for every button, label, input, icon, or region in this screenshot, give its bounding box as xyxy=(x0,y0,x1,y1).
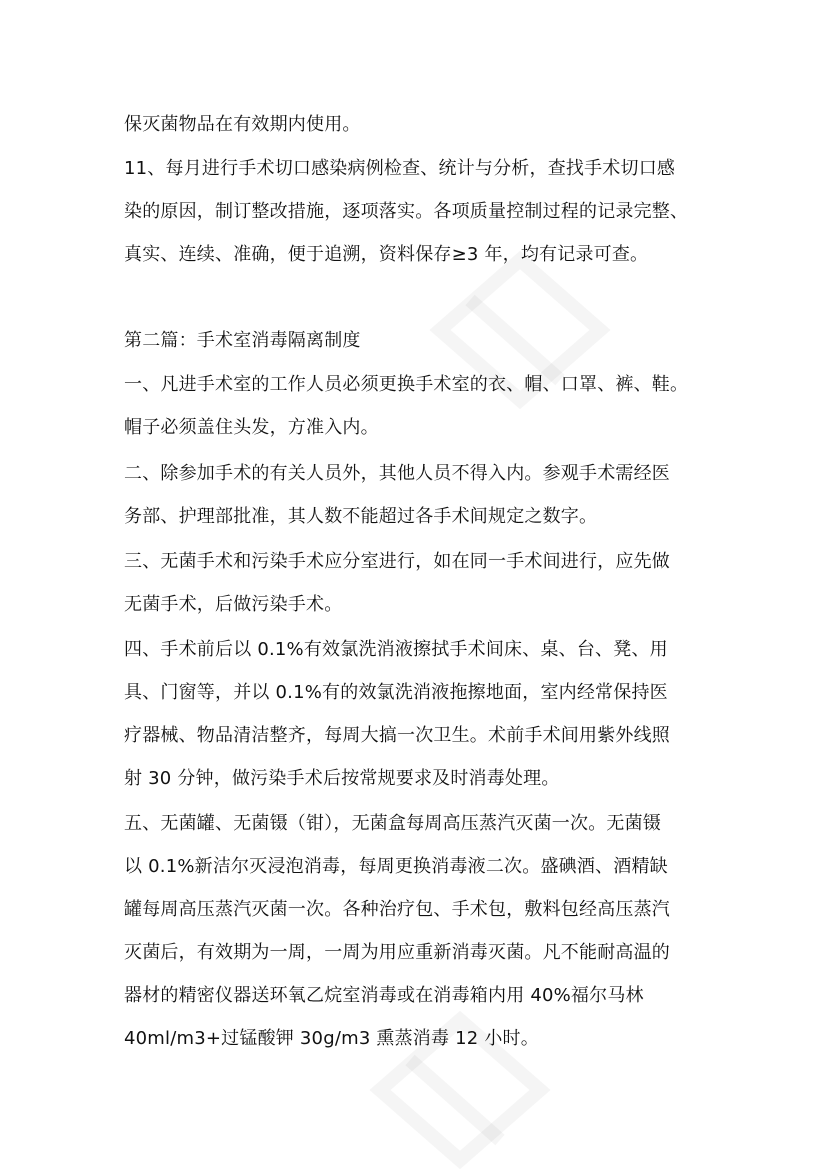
paragraph-line: 染的原因，制订整改措施，逐项落实。各项质量控制过程的记录完整、 xyxy=(124,201,689,222)
paragraph-line: 疗器械、物品清洁整齐，每周大搞一次卫生。术前手术间用紫外线照 xyxy=(124,725,670,746)
paragraph-line: 保灭菌物品在有效期内使用。 xyxy=(124,114,361,135)
paragraph-line: 罐每周高压蒸汽灭菌一次。各种治疗包、手术包，敷料包经高压蒸汽 xyxy=(124,899,670,920)
paragraph-line: 四、手术前后以 0.1%有效氯洗消液擦拭手术间床、桌、台、凳、用 xyxy=(124,639,668,660)
paragraph-line: 以 0.1%新洁尔灭浸泡消毒，每周更换消毒液二次。盛碘酒、酒精缺 xyxy=(124,856,668,877)
paragraph-line: 帽子必须盖住头发，方准入内。 xyxy=(124,417,379,438)
paragraph-line: 射 30 分钟，做污染手术后按常规要求及时消毒处理。 xyxy=(124,768,560,789)
paragraph-line: 一、凡进手术室的工作人员必须更换手术室的衣、帽、口罩、裤、鞋。 xyxy=(124,374,689,395)
paragraph-line: 具、门窗等，并以 0.1%有的效氯洗消液拖擦地面，室内经常保持医 xyxy=(124,682,668,703)
paragraph-line: 二、除参加手术的有关人员外，其他人员不得入内。参观手术需经医 xyxy=(124,463,670,484)
paragraph-line: 务部、护理部批准，其人数不能超过各手术间规定之数字。 xyxy=(124,506,598,527)
paragraph-line: 真实、连续、准确，便于追溯，资料保存≥3 年，均有记录可查。 xyxy=(124,244,649,265)
paragraph-line: 无菌手术，后做污染手术。 xyxy=(124,594,343,615)
paragraph-line: 40ml/m3+过锰酸钾 30g/m3 熏蒸消毒 12 小时。 xyxy=(124,1028,539,1049)
paragraph-line: 器材的精密仪器送环氧乙烷室消毒或在消毒箱内用 40%福尔马林 xyxy=(124,985,644,1006)
paragraph-line: 三、无菌手术和污染手术应分室进行，如在同一手术间进行，应先做 xyxy=(124,551,670,572)
paragraph-line: 灭菌后，有效期为一周，一周为用应重新消毒灭菌。凡不能耐高温的 xyxy=(124,942,670,963)
section-heading: 第二篇：手术室消毒隔离制度 xyxy=(124,330,361,351)
paragraph-line: 五、无菌罐、无菌镊（钳），无菌盒每周高压蒸汽灭菌一次。无菌镊 xyxy=(124,813,661,834)
paragraph-line: 11、每月进行手术切口感染病例检查、统计与分析，查找手术切口感 xyxy=(124,158,676,179)
